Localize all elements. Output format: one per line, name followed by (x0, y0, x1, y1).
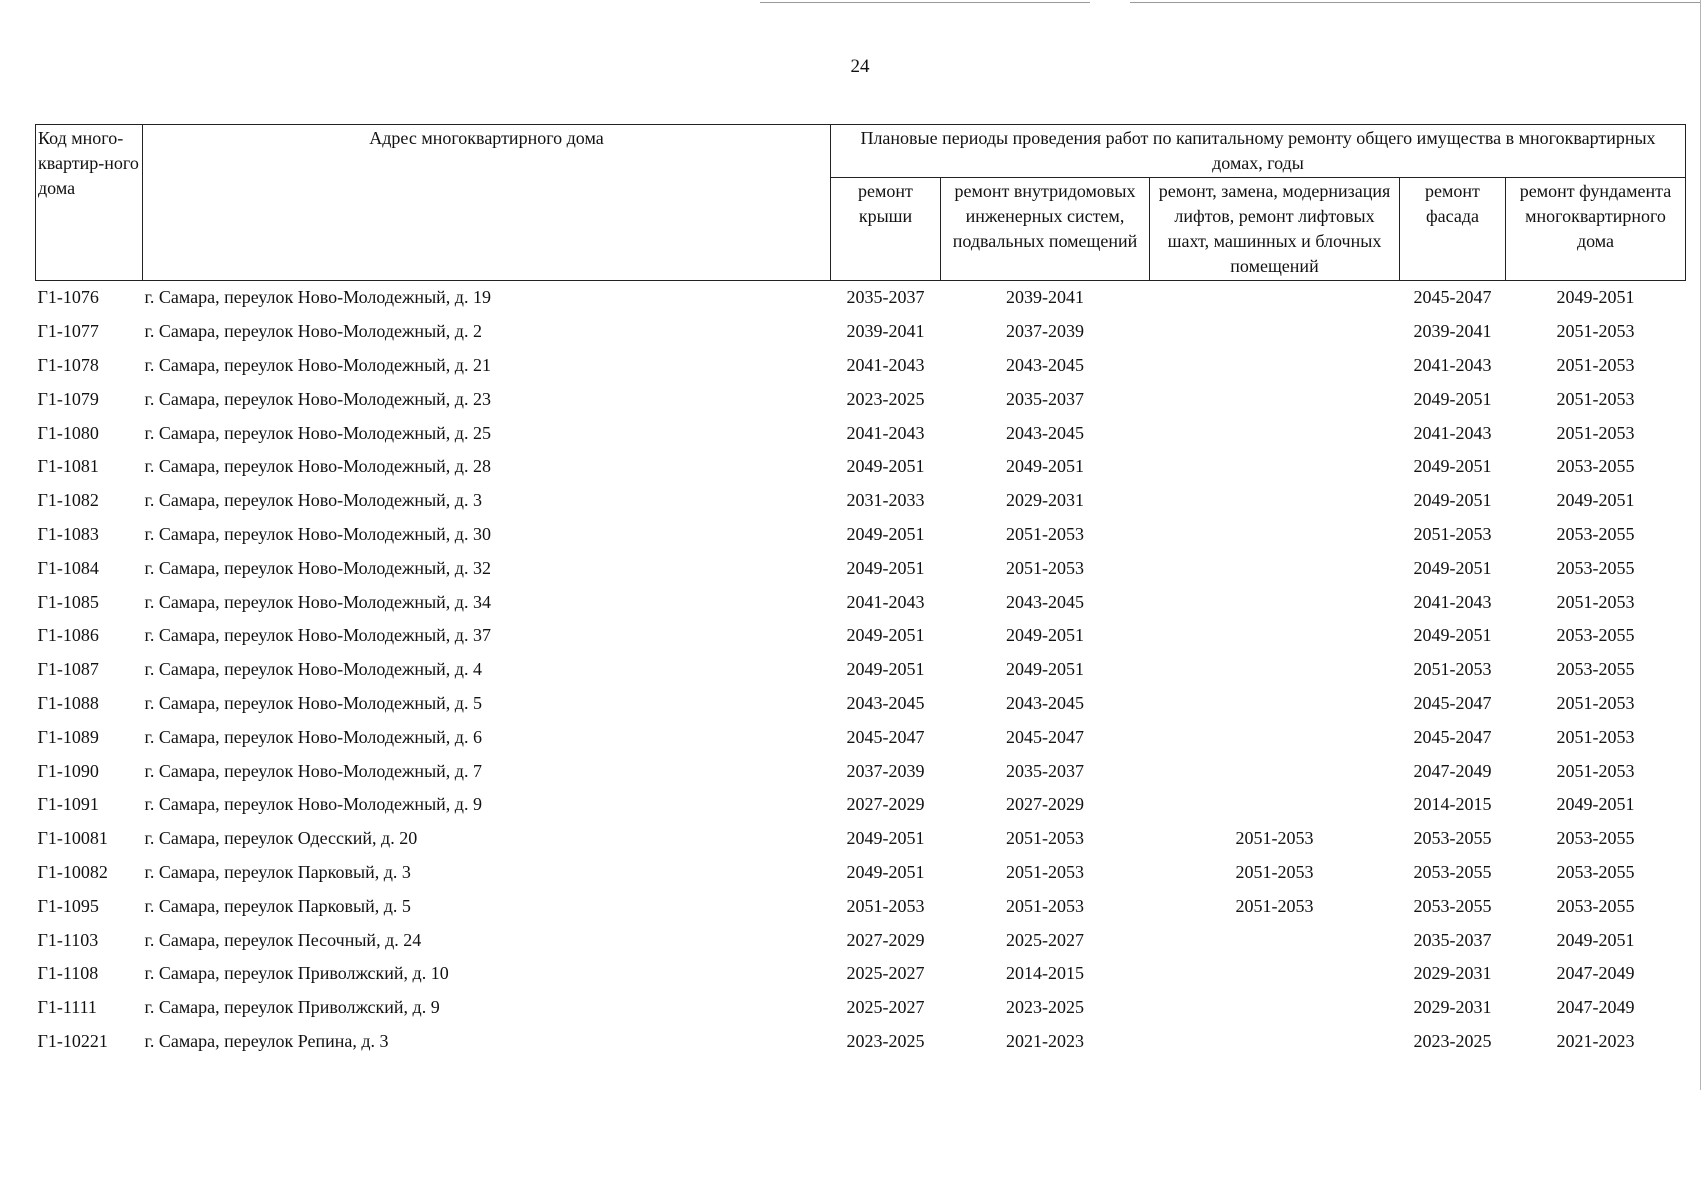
cell-foundation: 2053-2055 (1556, 523, 1635, 544)
cell-elevators (1150, 687, 1400, 721)
cell-foundation: 2049-2051 (1556, 490, 1635, 511)
cell-foundation: 2053-2055 (1556, 456, 1635, 477)
cell-roof: 2041-2043 (846, 422, 925, 443)
cell-facade: 2049-2051 (1413, 456, 1492, 477)
header-elevators: ремонт, замена, модернизация лифтов, ремонт лифтовых шахт, машинных и блочных помещений (1150, 178, 1400, 281)
cell-foundation: 2053-2055 (1556, 895, 1635, 916)
cell-foundation: 2051-2053 (1556, 726, 1635, 747)
cell-facade: 2023-2025 (1413, 1030, 1492, 1051)
cell-facade: 2053-2055 (1413, 861, 1492, 882)
cell-address: г. Самара, переулок Ново-Молодежный, д. 21 (144, 354, 491, 375)
table-row (36, 653, 1686, 687)
cell-engineering: 2027-2029 (1006, 794, 1084, 815)
cell-roof: 2043-2045 (846, 692, 925, 713)
cell-facade: 2051-2053 (1413, 523, 1492, 544)
cell-foundation: 2053-2055 (1556, 557, 1635, 578)
cell-roof: 2049-2051 (846, 456, 925, 477)
header-periods-title: Плановые периоды проведения работ по капитальному ремонту общего имущества в многоквартирных домах, годы (831, 125, 1686, 178)
cell-elevators (1150, 281, 1400, 315)
cell-address: г. Самара, переулок Ново-Молодежный, д. 9 (144, 794, 482, 815)
cell-address: г. Самара, переулок Парковый, д. 5 (144, 895, 411, 916)
cell-foundation: 2053-2055 (1556, 828, 1635, 849)
header-code: Код много-квартир-ного дома (36, 125, 143, 281)
cell-roof: 2037-2039 (846, 760, 925, 781)
cell-facade: 2049-2051 (1413, 490, 1492, 511)
cell-address: г. Самара, переулок Ново-Молодежный, д. 5 (144, 692, 482, 713)
cell-facade: 2049-2051 (1413, 557, 1492, 578)
cell-roof: 2025-2027 (846, 963, 925, 984)
cell-address: г. Самара, переулок Ново-Молодежный, д. 34 (144, 591, 491, 612)
header-roof: ремонт крыши (831, 178, 941, 281)
cell-code: Г1-1079 (37, 388, 99, 409)
cell-roof: 2023-2025 (846, 388, 925, 409)
scan-edge-line (1130, 2, 1700, 3)
cell-code: Г1-1087 (37, 659, 99, 680)
cell-code: Г1-1086 (37, 625, 99, 646)
cell-engineering: 2051-2053 (1006, 828, 1084, 849)
cell-foundation: 2049-2051 (1556, 929, 1635, 950)
cell-engineering: 2049-2051 (1006, 456, 1084, 477)
cell-facade: 2049-2051 (1413, 625, 1492, 646)
scan-edge-line (760, 2, 1090, 3)
cell-elevators (1150, 788, 1400, 822)
cell-elevators: 2051-2053 (1235, 895, 1314, 916)
cell-address: г. Самара, переулок Ново-Молодежный, д. 23 (144, 388, 491, 409)
table-row (36, 991, 1686, 1025)
cell-roof: 2049-2051 (846, 828, 925, 849)
table-row (36, 788, 1686, 822)
cell-foundation: 2051-2053 (1556, 422, 1635, 443)
cell-address: г. Самара, переулок Песочный, д. 24 (144, 929, 422, 950)
cell-code: Г1-1095 (37, 895, 99, 916)
cell-engineering: 2049-2051 (1006, 659, 1084, 680)
cell-foundation: 2051-2053 (1556, 591, 1635, 612)
cell-engineering: 2043-2045 (1006, 422, 1084, 443)
cell-address: г. Самара, переулок Приволжский, д. 10 (144, 963, 449, 984)
cell-engineering: 2051-2053 (1006, 861, 1084, 882)
page-edge-rule (1700, 0, 1701, 1090)
cell-address: г. Самара, переулок Ново-Молодежный, д. 4 (144, 659, 482, 680)
cell-address: г. Самара, переулок Ново-Молодежный, д. 30 (144, 523, 491, 544)
cell-code: Г1-1111 (37, 997, 97, 1018)
cell-elevators (1150, 923, 1400, 957)
cell-foundation: 2049-2051 (1556, 794, 1635, 815)
cell-engineering: 2035-2037 (1006, 388, 1084, 409)
cell-engineering: 2023-2025 (1006, 997, 1084, 1018)
cell-foundation: 2051-2053 (1556, 321, 1635, 342)
cell-address: г. Самара, переулок Репина, д. 3 (144, 1030, 389, 1051)
cell-engineering: 2037-2039 (1006, 321, 1084, 342)
cell-roof: 2041-2043 (846, 354, 925, 375)
cell-facade: 2041-2043 (1413, 591, 1492, 612)
table-row (36, 416, 1686, 450)
cell-foundation: 2053-2055 (1556, 861, 1635, 882)
header-facade: ремонт фасада (1400, 178, 1506, 281)
cell-engineering: 2043-2045 (1006, 692, 1084, 713)
cell-roof: 2039-2041 (846, 321, 925, 342)
cell-engineering: 2014-2015 (1006, 963, 1084, 984)
cell-foundation: 2049-2051 (1556, 287, 1635, 308)
cell-facade: 2049-2051 (1413, 388, 1492, 409)
cell-foundation: 2053-2055 (1556, 625, 1635, 646)
cell-code: Г1-1078 (37, 354, 99, 375)
cell-address: г. Самара, переулок Приволжский, д. 9 (144, 997, 440, 1018)
cell-address: г. Самара, переулок Ново-Молодежный, д. 19 (144, 287, 491, 308)
cell-elevators: 2051-2053 (1235, 828, 1314, 849)
table-row (36, 450, 1686, 484)
cell-code: Г1-10081 (37, 828, 108, 849)
cell-engineering: 2051-2053 (1006, 523, 1084, 544)
cell-elevators (1150, 991, 1400, 1025)
cell-engineering: 2051-2053 (1006, 895, 1084, 916)
cell-foundation: 2047-2049 (1556, 997, 1635, 1018)
cell-code: Г1-1080 (37, 422, 99, 443)
cell-roof: 2025-2027 (846, 997, 925, 1018)
table-row (36, 518, 1686, 552)
cell-code: Г1-1084 (37, 557, 99, 578)
cell-engineering: 2025-2027 (1006, 929, 1084, 950)
cell-engineering: 2029-2031 (1006, 490, 1084, 511)
table-row (36, 585, 1686, 619)
cell-engineering: 2045-2047 (1006, 726, 1084, 747)
cell-elevators: 2051-2053 (1235, 861, 1314, 882)
cell-facade: 2047-2049 (1413, 760, 1492, 781)
cell-engineering: 2043-2045 (1006, 591, 1084, 612)
cell-roof: 2049-2051 (846, 659, 925, 680)
cell-foundation: 2053-2055 (1556, 659, 1635, 680)
cell-facade: 2051-2053 (1413, 659, 1492, 680)
cell-code: Г1-1077 (37, 321, 99, 342)
cell-elevators (1150, 619, 1400, 653)
header-row-top (36, 125, 1686, 178)
cell-engineering: 2051-2053 (1006, 557, 1084, 578)
table-row (36, 281, 1686, 315)
cell-elevators (1150, 653, 1400, 687)
cell-address: г. Самара, переулок Ново-Молодежный, д. 6 (144, 726, 482, 747)
cell-roof: 2041-2043 (846, 591, 925, 612)
cell-address: г. Самара, переулок Ново-Молодежный, д. 7 (144, 760, 482, 781)
cell-elevators (1150, 382, 1400, 416)
cell-elevators (1150, 450, 1400, 484)
cell-roof: 2051-2053 (846, 895, 925, 916)
cell-foundation: 2051-2053 (1556, 354, 1635, 375)
cell-facade: 2045-2047 (1413, 287, 1492, 308)
cell-code: Г1-1082 (37, 490, 99, 511)
cell-elevators (1150, 416, 1400, 450)
cell-engineering: 2043-2045 (1006, 354, 1084, 375)
cell-code: Г1-1088 (37, 692, 99, 713)
cell-address: г. Самара, переулок Ново-Молодежный, д. 2 (144, 321, 482, 342)
table-row (36, 923, 1686, 957)
cell-foundation: 2051-2053 (1556, 388, 1635, 409)
table-row (36, 822, 1686, 856)
cell-facade: 2035-2037 (1413, 929, 1492, 950)
header-engineering: ремонт внутридомовых инженерных систем, подвальных помещений (941, 178, 1150, 281)
cell-code: Г1-1085 (37, 591, 99, 612)
table-row (36, 856, 1686, 890)
cell-facade: 2029-2031 (1413, 997, 1492, 1018)
cell-code: Г1-1081 (37, 456, 99, 477)
header-address: Адрес многоквартирного дома (143, 125, 831, 281)
cell-address: г. Самара, переулок Ново-Молодежный, д. 37 (144, 625, 491, 646)
cell-address: г. Самара, переулок Парковый, д. 3 (144, 861, 411, 882)
cell-engineering: 2039-2041 (1006, 287, 1084, 308)
cell-elevators (1150, 957, 1400, 991)
cell-facade: 2053-2055 (1413, 895, 1492, 916)
cell-roof: 2031-2033 (846, 490, 925, 511)
cell-address: г. Самара, переулок Одесский, д. 20 (144, 828, 418, 849)
cell-code: Г1-10221 (37, 1030, 108, 1051)
table-row (36, 687, 1686, 721)
cell-engineering: 2049-2051 (1006, 625, 1084, 646)
cell-roof: 2049-2051 (846, 523, 925, 544)
page-number: 24 (850, 56, 870, 77)
cell-elevators (1150, 1025, 1400, 1059)
cell-elevators (1150, 585, 1400, 619)
cell-foundation: 2051-2053 (1556, 760, 1635, 781)
cell-roof: 2049-2051 (846, 557, 925, 578)
cell-roof: 2049-2051 (846, 625, 925, 646)
header-foundation: ремонт фундамента многоквартирного дома (1506, 178, 1686, 281)
table-row (36, 720, 1686, 754)
cell-facade: 2053-2055 (1413, 828, 1492, 849)
table-row (36, 382, 1686, 416)
cell-facade: 2029-2031 (1413, 963, 1492, 984)
table-row (36, 551, 1686, 585)
cell-code: Г1-1108 (37, 963, 99, 984)
cell-roof: 2027-2029 (846, 794, 925, 815)
cell-address: г. Самара, переулок Ново-Молодежный, д. 3 (144, 490, 482, 511)
cell-facade: 2045-2047 (1413, 726, 1492, 747)
table-row (36, 889, 1686, 923)
repair-schedule-table (35, 124, 1686, 1058)
cell-elevators (1150, 315, 1400, 349)
cell-roof: 2023-2025 (846, 1030, 925, 1051)
cell-elevators (1150, 720, 1400, 754)
cell-code: Г1-10082 (37, 861, 108, 882)
cell-facade: 2039-2041 (1413, 321, 1492, 342)
table-row (36, 315, 1686, 349)
table-row (36, 754, 1686, 788)
table-row (36, 484, 1686, 518)
cell-address: г. Самара, переулок Ново-Молодежный, д. 28 (144, 456, 491, 477)
cell-code: Г1-1089 (37, 726, 99, 747)
cell-address: г. Самара, переулок Ново-Молодежный, д. 25 (144, 422, 491, 443)
cell-code: Г1-1076 (37, 287, 99, 308)
cell-code: Г1-1091 (37, 794, 99, 815)
cell-address: г. Самара, переулок Ново-Молодежный, д. 32 (144, 557, 491, 578)
table-row (36, 957, 1686, 991)
table-row (36, 619, 1686, 653)
cell-roof: 2049-2051 (846, 861, 925, 882)
cell-elevators (1150, 518, 1400, 552)
cell-facade: 2041-2043 (1413, 422, 1492, 443)
cell-code: Г1-1083 (37, 523, 99, 544)
cell-elevators (1150, 551, 1400, 585)
table-body (36, 281, 1686, 1059)
table-row (36, 1025, 1686, 1059)
cell-facade: 2014-2015 (1413, 794, 1492, 815)
cell-engineering: 2035-2037 (1006, 760, 1084, 781)
cell-code: Г1-1090 (37, 760, 99, 781)
table-header (36, 125, 1686, 281)
cell-facade: 2041-2043 (1413, 354, 1492, 375)
cell-code: Г1-1103 (37, 929, 99, 950)
cell-roof: 2027-2029 (846, 929, 925, 950)
cell-foundation: 2021-2023 (1556, 1030, 1635, 1051)
cell-elevators (1150, 484, 1400, 518)
cell-foundation: 2051-2053 (1556, 692, 1635, 713)
cell-facade: 2045-2047 (1413, 692, 1492, 713)
cell-foundation: 2047-2049 (1556, 963, 1635, 984)
cell-roof: 2045-2047 (846, 726, 925, 747)
cell-elevators (1150, 349, 1400, 383)
cell-engineering: 2021-2023 (1006, 1030, 1084, 1051)
cell-roof: 2035-2037 (846, 287, 925, 308)
cell-elevators (1150, 754, 1400, 788)
table-row (36, 349, 1686, 383)
